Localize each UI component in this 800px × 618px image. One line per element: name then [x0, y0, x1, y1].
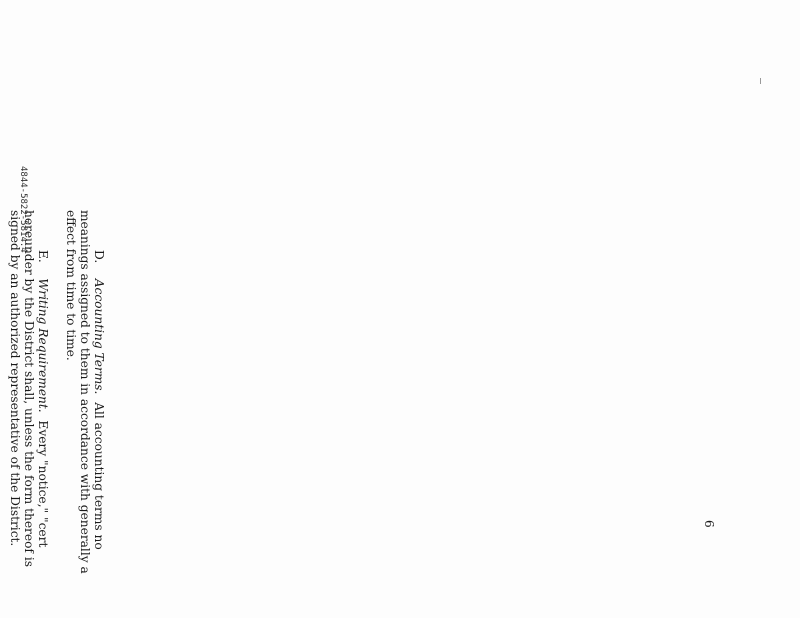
paragraph-line: hereunder by the District shall, unless the form thereof is — [22, 210, 37, 567]
paragraph-label: E. — [36, 250, 51, 263]
paragraph-line: effect from time to time. — [63, 210, 78, 361]
paragraph-line: Every "notice," "cert — [36, 420, 51, 548]
paragraph-line: All accounting terms no — [92, 402, 106, 550]
page-number: 6 — [702, 520, 716, 528]
paragraph-e — [8, 210, 51, 618]
paragraph-line: meanings assigned to them in accordance with generally a — [77, 210, 92, 574]
paragraph-d — [63, 210, 106, 618]
margin-mark — [760, 78, 761, 84]
paragraph-title: Writing Requirement. — [36, 278, 51, 413]
document-body — [0, 210, 106, 618]
paragraph-label: D. — [92, 250, 106, 264]
document-id-footer: 4844-5822-5814.4 — [18, 166, 28, 253]
paragraph-title: Accounting Terms. — [92, 278, 106, 395]
paragraph-line: signed by an authorized representative of the District. — [7, 210, 22, 547]
